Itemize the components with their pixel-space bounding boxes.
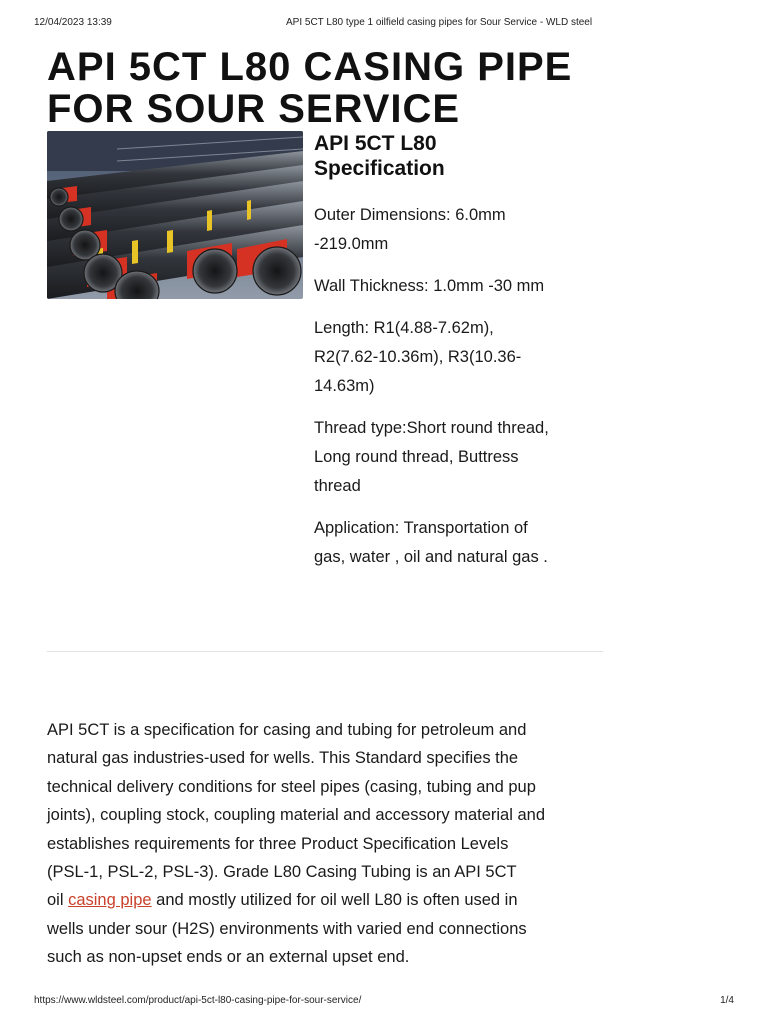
print-doc-title: API 5CT L80 type 1 oilfield casing pipes for Sour Service - WLD steel — [286, 17, 593, 28]
spec-thread-line-3: thread — [314, 477, 361, 495]
spec-wall-thickness-text: Wall Thickness: 1.0mm -30 mm — [314, 277, 545, 295]
spec-outer-dimensions-line-1: Outer Dimensions: 6.0mm — [314, 206, 506, 224]
spec-thread-line-1: Thread type:Short round thread, — [314, 419, 549, 437]
paragraph-line-2: natural gas industries-used for wells. This Standard specifies the — [47, 749, 519, 768]
casing-pipes-illustration — [47, 131, 303, 299]
spec-thread-type — [314, 414, 604, 501]
paragraph-line-9: such as non-upset ends or an external upset end. — [47, 948, 410, 967]
specification-heading-line-2: Specification — [314, 157, 445, 180]
paragraph-line-1: API 5CT is a specification for casing and tubing for petroleum and — [47, 721, 527, 739]
page-title — [47, 46, 647, 130]
spec-application-line-1: Application: Transportation of — [314, 519, 528, 537]
spec-thread-line-2: Long round thread, Buttress — [314, 448, 519, 466]
print-date: 12/04/2023 13:39 — [34, 17, 112, 28]
product-photo — [47, 131, 303, 299]
intro-paragraph — [47, 716, 607, 972]
specification-heading — [314, 131, 604, 181]
paragraph-line-7-start: oil — [47, 891, 69, 910]
spec-wall-thickness — [314, 272, 604, 301]
print-page-number: 1/4 — [720, 995, 734, 1006]
paragraph-line-3: technical delivery conditions for steel pipes (casing, tubing and pup — [47, 777, 536, 796]
print-footer-url: https://www.wldsteel.com/product/api-5ct-l80-casing-pipe-for-sour-service/ — [34, 995, 362, 1006]
spec-application-line-2: gas, water , oil and natural gas . — [314, 548, 548, 566]
spec-length — [314, 314, 604, 401]
paragraph-line-5: establishes requirements for three Product Specification Levels — [47, 834, 509, 853]
paragraph-line-8: wells under sour (H2S) environments with varied end connections — [47, 919, 527, 938]
paragraph-line-7-end: and mostly utilized for oil well L80 is often used in — [151, 891, 518, 910]
print-header — [0, 0, 768, 44]
page-title-line-1: API 5CT L80 CASING PIPE — [47, 45, 573, 89]
specification-section — [314, 131, 604, 585]
spec-length-line-2: R2(7.62-10.36m), R3(10.36- — [314, 348, 522, 366]
paragraph-line-6: (PSL-1, PSL-2, PSL-3). Grade L80 Casing Tubing is an API 5CT — [47, 863, 517, 882]
casing-pipe-link[interactable]: casing pipe — [68, 891, 152, 910]
spec-length-line-1: Length: R1(4.88-7.62m), — [314, 319, 494, 337]
section-divider — [47, 651, 603, 652]
specification-heading-line-1: API 5CT L80 — [314, 132, 437, 155]
paragraph-line-4: joints), coupling stock, coupling material and accessory material and — [47, 806, 545, 825]
spec-outer-dimensions-line-2: -219.0mm — [314, 235, 389, 253]
spec-length-line-3: 14.63m) — [314, 377, 375, 395]
page-title-line-2: FOR SOUR SERVICE — [47, 87, 461, 131]
spec-application — [314, 514, 604, 572]
spec-outer-dimensions — [314, 201, 604, 259]
